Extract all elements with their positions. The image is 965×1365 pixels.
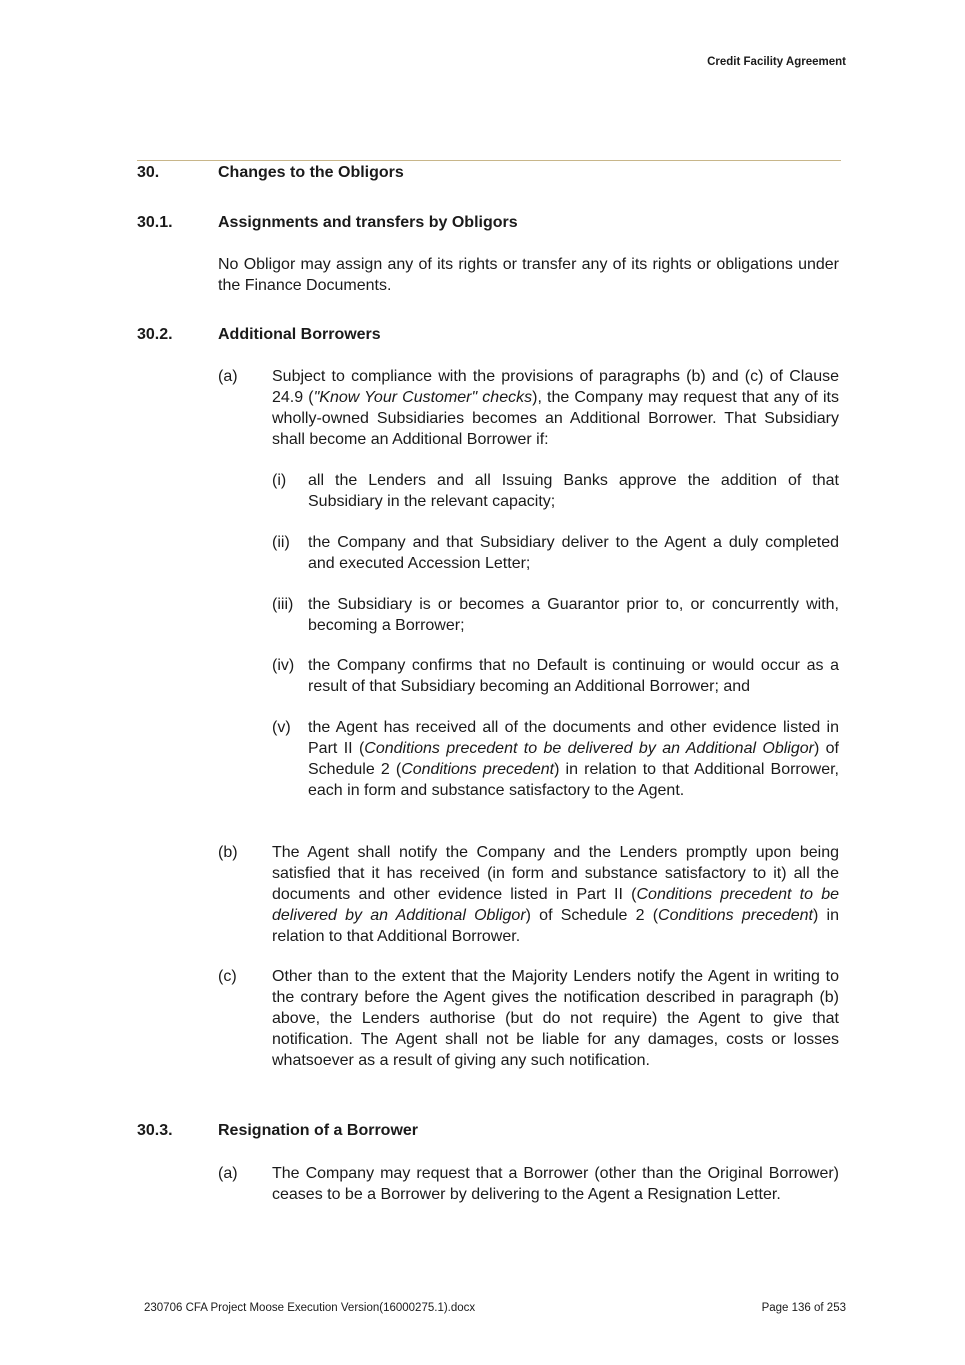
section-title: Resignation of a Borrower <box>218 1122 419 1139</box>
paragraph-label: (a) <box>218 368 238 385</box>
header-rule <box>137 160 841 161</box>
item-label: (iii) <box>272 596 294 613</box>
section-number: 30.2. <box>137 326 173 343</box>
item-label: (i) <box>272 472 287 489</box>
item-label: (v) <box>272 719 291 736</box>
paragraph-label: (b) <box>218 844 238 861</box>
section-title: Assignments and transfers by Obligors <box>218 214 518 231</box>
clause-number: 30. <box>137 164 160 181</box>
footer-filename: 230706 CFA Project Moose Execution Version(16000275.1).docx <box>144 1302 476 1314</box>
section-number: 30.1. <box>137 214 173 231</box>
item-label: (ii) <box>272 534 290 551</box>
list-item: all the Lenders and all Issuing Banks approve the addition of that Subsidiary in the relevant capacity; <box>308 472 839 510</box>
paragraph-c: Other than to the extent that the Majority Lenders notify the Agent in writing to the contrary before the Agent gives the notification described in paragraph (b) above, the Lenders authorise (but do not require) the Agent to give that notification. The Agent shall not be liable for any damages, costs or losses whatsoever as a result of giving any such notification. <box>272 968 839 1069</box>
paragraph-30-3-a: The Company may request that a Borrower (other than the Original Borrower) ceases to be a Borrower by delivering to the Agent a Resignation Letter. <box>272 1165 839 1203</box>
list-item: the Subsidiary is or becomes a Guarantor prior to, or concurrently with, becoming a Borrower; <box>308 596 839 634</box>
running-header: Credit Facility Agreement <box>707 56 846 68</box>
list-item: the Company and that Subsidiary deliver to the Agent a duly completed and executed Accession Letter; <box>308 534 839 572</box>
footer-page-number: Page 136 of 253 <box>761 1302 846 1314</box>
section-title: Additional Borrowers <box>218 326 381 343</box>
list-item: the Agent has received all of the documents and other evidence listed in Part II (Conditions precedent to be delivered by an Additional Obligor) of Schedule 2 (Conditions precedent) in relation to that Additional Borrower, each in form and substance satisfactory to the Agent. <box>308 719 840 799</box>
paragraph-label: (a) <box>218 1165 238 1182</box>
clause-title: Changes to the Obligors <box>218 164 404 181</box>
section-number: 30.3. <box>137 1122 173 1139</box>
list-item: the Company confirms that no Default is continuing or would occur as a result of that Subsidiary becoming an Additional Borrower; and <box>308 657 839 695</box>
paragraph-a: Subject to compliance with the provisions of paragraphs (b) and (c) of Clause 24.9 ("Know Your Customer" checks), the Company may request that any of its wholly-owned Subsidiaries becomes an Additional Borrower. That Subsidiary shall become an Additional Borrower if: <box>272 368 839 448</box>
paragraph-b: The Agent shall notify the Company and the Lenders promptly upon being satisfied that it has received (in form and substance satisfactory to it) all the documents and other evidence listed in Part II (Conditions precedent to be delivered by an Additional Obligor) of Schedule 2 (Conditions precedent) in relation to that Additional Borrower. <box>272 844 840 945</box>
item-label: (iv) <box>272 657 295 674</box>
section-30-1-body: No Obligor may assign any of its rights or transfer any of its rights or obligations under the Finance Documents. <box>218 256 839 294</box>
paragraph-label: (c) <box>218 968 237 985</box>
